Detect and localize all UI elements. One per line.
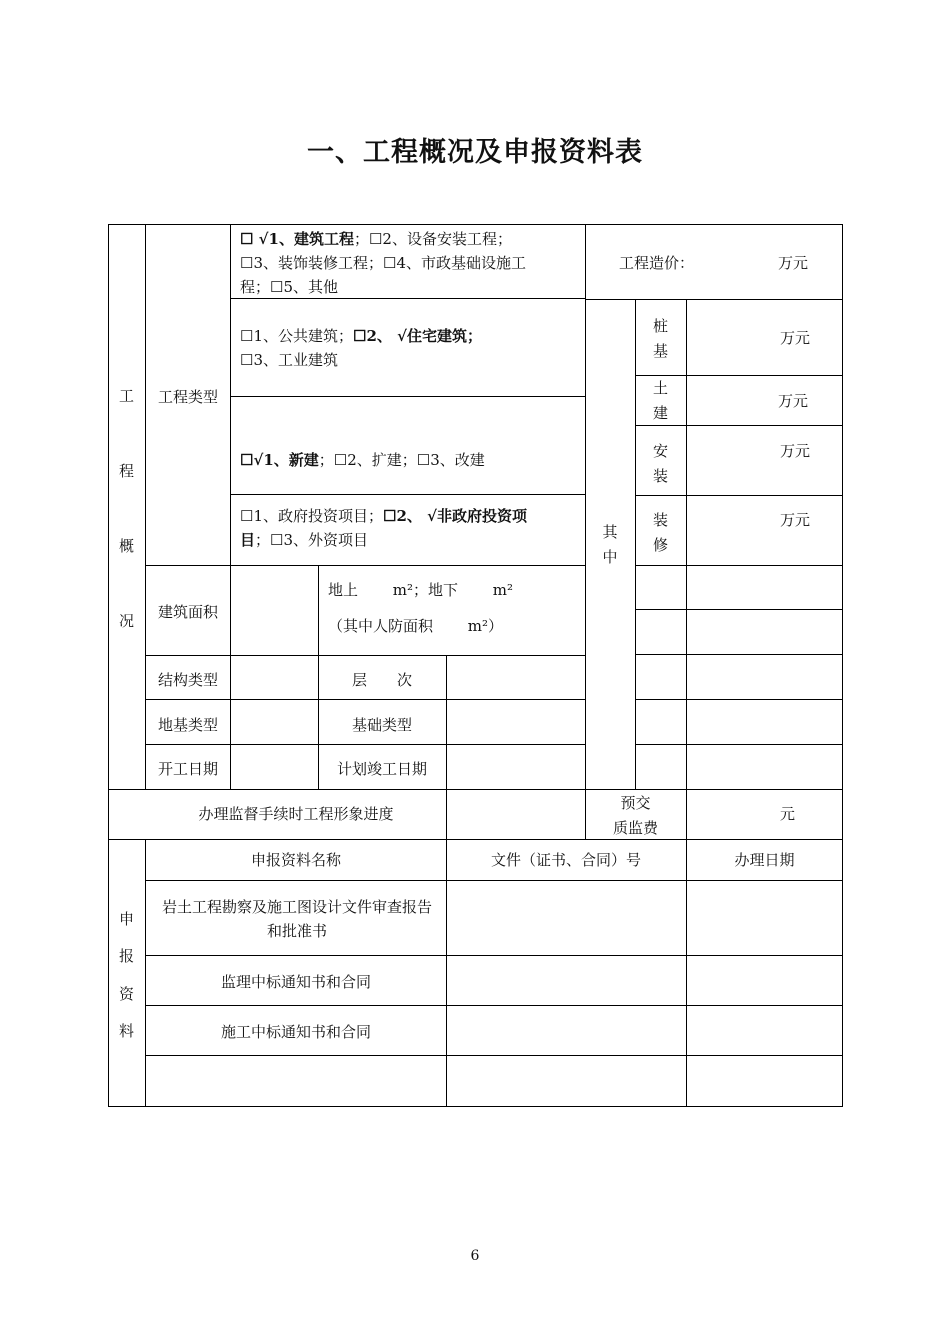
project-category-line xyxy=(240,227,583,251)
table-line xyxy=(686,789,687,1106)
project-category-options xyxy=(240,227,583,299)
project-cost-label: 工程造价： xyxy=(619,254,695,272)
filing-row-name: 施工中标通知书和合同 xyxy=(220,1023,371,1041)
cost-item-decor-label xyxy=(635,508,686,558)
progress-label: 办理监督手续时工程形象进度 xyxy=(198,805,394,823)
project-type-label: 工程类型 xyxy=(157,388,218,406)
table-line xyxy=(635,609,843,610)
building-area-label: 建筑面积 xyxy=(157,603,218,621)
table-line xyxy=(686,299,687,789)
investment-line xyxy=(240,528,583,552)
cost-item-char: 修 xyxy=(652,536,668,554)
checkbox-checked-icon[interactable]: ☐√ xyxy=(240,451,264,469)
table-line xyxy=(230,224,231,789)
table-border-left xyxy=(108,224,109,1107)
section-char: 料 xyxy=(118,1022,134,1040)
of-which-char: 中 xyxy=(602,548,618,566)
table-line xyxy=(585,299,843,300)
section-char: 程 xyxy=(118,462,134,480)
construction-kind-options xyxy=(240,448,583,472)
cost-item-unit: 万元 xyxy=(778,392,809,410)
cost-item-char: 桩 xyxy=(652,317,668,335)
table-line xyxy=(230,396,586,397)
table-line xyxy=(230,494,586,495)
cost-item-char: 安 xyxy=(652,442,668,460)
table-line xyxy=(145,880,843,881)
table-line xyxy=(145,955,843,956)
of-which-char: 其 xyxy=(602,523,618,541)
cost-item-char: 装 xyxy=(652,467,668,485)
table-border-bottom xyxy=(108,1106,843,1107)
filing-header-date: 办理日期 xyxy=(734,851,795,869)
cost-item-char: 基 xyxy=(652,342,668,360)
selected-option: 1、新建 xyxy=(263,451,319,469)
filing-row-name: 岩土工程勘察及施工图设计文件审查报告和批准书 xyxy=(161,898,432,940)
table-line xyxy=(635,495,843,496)
quality-fee-unit: 元 xyxy=(780,805,796,823)
start-date-label: 开工日期 xyxy=(157,760,218,778)
option-text: ；☐2、设备安装工程； xyxy=(353,230,512,248)
selected-option: 1、建筑工程 xyxy=(268,230,354,248)
project-cost-unit: 万元 xyxy=(778,254,809,272)
section-char: 资 xyxy=(118,985,134,1003)
section-char: 概 xyxy=(118,537,134,555)
page-title: 一、工程概况及申报资料表 xyxy=(307,137,643,168)
table-line xyxy=(145,699,586,700)
building-nature-options xyxy=(240,324,583,372)
building-nature-line: ☐3、工业建筑 xyxy=(240,351,338,369)
selected-option: ☐2、 √住宅建筑； xyxy=(353,327,482,345)
table-line xyxy=(108,839,843,840)
filing-row-name: 监理中标通知书和合同 xyxy=(220,973,371,991)
selected-option: ☐2、 √非政府投资项 xyxy=(383,507,527,525)
section-char: 工 xyxy=(118,387,134,405)
table-line xyxy=(145,224,146,789)
cost-item-unit: 万元 xyxy=(780,329,811,347)
filing-header-number: 文件（证书、合同）号 xyxy=(490,851,641,869)
table-line xyxy=(145,744,586,745)
table-line xyxy=(635,565,843,566)
quality-fee-label xyxy=(585,791,686,841)
table-line xyxy=(145,655,586,656)
investment-line xyxy=(240,504,583,528)
project-category-line: 程；☐5、其他 xyxy=(240,278,338,296)
cost-item-char: 建 xyxy=(652,404,668,422)
planned-completion-label: 计划竣工日期 xyxy=(336,760,427,778)
table-line xyxy=(635,654,843,655)
cost-item-pile-label xyxy=(635,314,686,364)
cost-item-char: 装 xyxy=(652,511,668,529)
table-line xyxy=(635,699,843,700)
table-border-top xyxy=(108,224,843,225)
quality-fee-label-line: 质监费 xyxy=(612,819,658,837)
cost-item-civil-label xyxy=(635,376,686,426)
filing-header-name: 申报资料名称 xyxy=(250,851,341,869)
page-number: 6 xyxy=(470,1248,480,1264)
cost-item-char: 土 xyxy=(652,379,668,397)
table-line xyxy=(446,655,447,789)
option-text: ☐1、政府投资项目； xyxy=(240,507,383,525)
area-civil-defense: （其中人防面积 m²） xyxy=(328,617,504,635)
of-which-label xyxy=(585,520,635,570)
option-text: ；☐3、外资项目 xyxy=(255,531,369,549)
investment-type-options xyxy=(240,504,583,552)
structure-type-label: 结构类型 xyxy=(157,671,218,689)
section-char: 申 xyxy=(118,910,134,928)
cost-item-unit: 万元 xyxy=(780,442,811,460)
foundation-type-label: 地基类型 xyxy=(157,716,218,734)
table-line xyxy=(145,1005,843,1006)
table-line xyxy=(145,1055,843,1056)
selected-option: 目 xyxy=(240,531,256,549)
table-line xyxy=(145,565,586,566)
section-char: 报 xyxy=(118,947,134,965)
cost-item-unit: 万元 xyxy=(780,511,811,529)
table-line xyxy=(108,789,843,790)
floors-label: 层 次 xyxy=(351,671,412,689)
area-above-below-ground: 地上 m²；地下 m² xyxy=(328,581,514,599)
building-nature-line xyxy=(240,324,583,348)
cost-item-install-label xyxy=(635,439,686,489)
checkbox-checked-icon[interactable]: ☐ √ xyxy=(240,230,269,248)
option-text: ；☐2、扩建；☐3、改建 xyxy=(318,451,485,469)
section-char: 况 xyxy=(118,612,134,630)
option-text: ☐1、公共建筑； xyxy=(240,327,353,345)
quality-fee-label-line: 预交 xyxy=(620,794,651,812)
table-line xyxy=(635,744,843,745)
table-line xyxy=(446,789,447,1106)
table-border-right xyxy=(842,224,843,1107)
project-category-line: ☐3、装饰装修工程；☐4、市政基础设施工 xyxy=(240,254,526,272)
base-type-label: 基础类型 xyxy=(351,716,412,734)
